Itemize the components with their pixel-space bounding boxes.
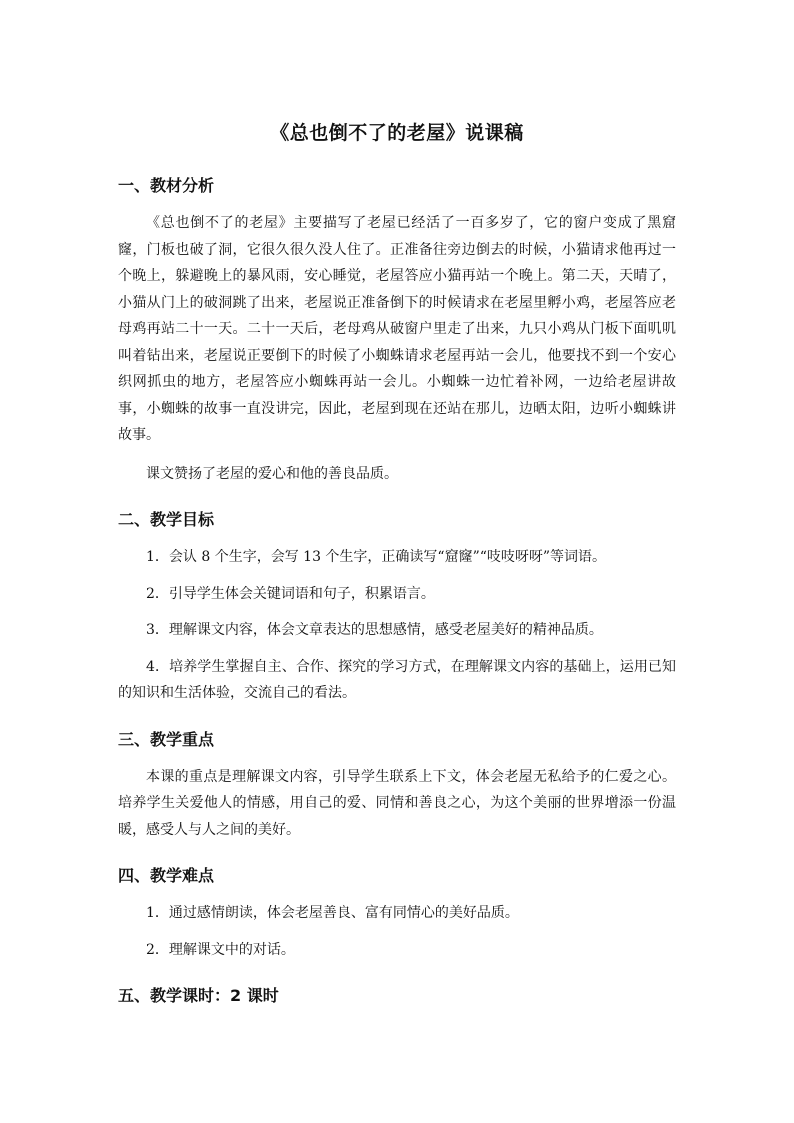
section-heading: 五、教学课时：2 课时 (118, 986, 279, 1005)
section-heading: 四、教学难点 (118, 866, 215, 885)
document-title: 《总也倒不了的老屋》说课稿 (270, 122, 524, 144)
list-item: 4．培养学生掌握自主、合作、探究的学习方式，在理解课文内容的基础上，运用已知的知识和生活体验，交流自己的看法。 (118, 658, 676, 701)
section-heading: 一、教材分析 (118, 176, 215, 195)
section-teaching-key-points (118, 727, 676, 844)
list-item: 2．理解课文中的对话。 (146, 941, 295, 958)
section-teaching-objectives (118, 507, 676, 707)
list-item: 3．理解课文内容，体会文章表达的思想感情，感受老屋美好的精神品质。 (146, 622, 603, 638)
section-heading: 三、教学重点 (118, 729, 215, 749)
section-textbook-analysis (118, 173, 676, 487)
list-item: 2．引导学生体会关键词语和句子，积累语言。 (146, 585, 435, 602)
list-item: 1．会认 8 个生字，会写 13 个生字，正确读写“窟窿”“吱吱呀呀”等词语。 (146, 549, 607, 565)
paragraph: 《总也倒不了的老屋》主要描写了老屋已经活了一百多岁了，它的窗户变成了黑窟窿，门板也破了洞，它很久很久没人住了。正准备往旁边倒去的时候，小猫请求他再过一个晚上，躲避晚上的暴风雨，安心睡觉，老屋答应小猫再站一个晚上。第二天，天晴了，小猫从门上的破洞跳了出来，老屋说正准备倒下的时候请求在老屋里孵小鸡，老屋答应老母鸡再站二十一天。二十一天后，老母鸡从破窗户里走了出来，九只小鸡从门板下面叽叽叫着钻出来，老屋说正要倒下的时候了小蜘蛛请求老屋再站一会儿，他要找不到一个安心织网抓虫的地方，老屋答应小蜘蛛再站一会儿。小蜘蛛一边忙着补网，一边给老屋讲故事，小蜘蛛的故事一直没讲完，因此，老屋到现在还站在那儿，边晒太阳，边听小蜘蛛讲故事。 (118, 215, 676, 443)
section-class-hours (118, 983, 676, 1006)
section-heading: 二、教学目标 (118, 510, 215, 529)
paragraph: 本课的重点是理解课文内容，引导学生联系上下文，体会老屋无私给予的仁爱之心。培养学生关爱他人的情感，用自己的爱、同情和善良之心，为这个美丽的世界增添一份温暖，感受人与人之间的美好。 (118, 768, 676, 838)
list-item: 1．通过感情朗读，体会老屋善良、富有同情心的美好品质。 (146, 905, 519, 921)
section-teaching-difficulties (118, 863, 676, 963)
paragraph: 课文赞扬了老屋的爱心和他的善良品质。 (146, 465, 398, 482)
